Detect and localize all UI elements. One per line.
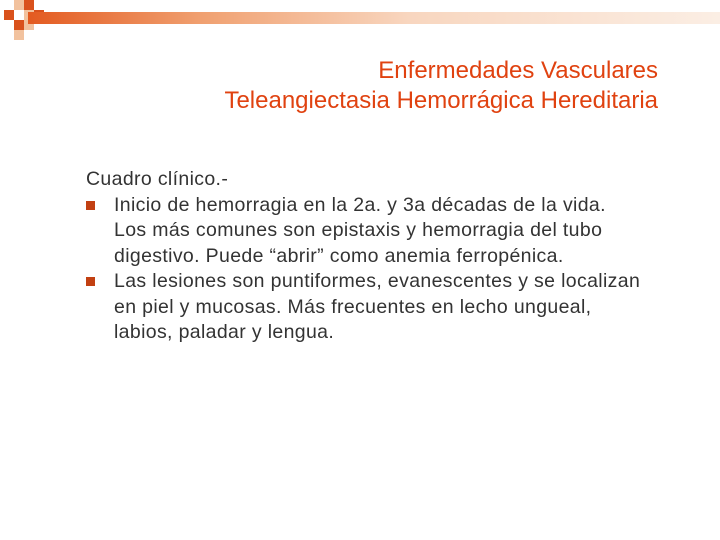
square-bullet-icon (86, 277, 95, 286)
deco-square (14, 30, 24, 40)
deco-square (14, 20, 24, 30)
header-gradient-bar (28, 12, 720, 24)
title-line-1: Enfermedades Vasculares (378, 57, 658, 84)
deco-square (4, 10, 14, 20)
bullet-text: Inicio de hemorragia en la 2a. y 3a décadas de la vida. Los más comunes son epistaxis y hemorragia del tubo digestivo. Puede “abrir” como anemia ferropénica. (114, 193, 606, 267)
section-heading: Cuadro clínico.- (86, 168, 229, 190)
title-line-2: Teleangiectasia Hemorrágica Hereditaria (224, 87, 658, 114)
deco-square (14, 0, 24, 10)
bullet-item (86, 193, 644, 270)
bullet-item (86, 269, 644, 346)
slide-title (224, 56, 658, 116)
square-bullet-icon (86, 201, 95, 210)
deco-square (24, 0, 34, 10)
bullet-text: Las lesiones son puntiformes, evanescentes y se localizan en piel y mucosas. Más frecuentes en lecho ungueal, labios, paladar y lengua. (114, 270, 641, 343)
slide-body (86, 167, 666, 346)
